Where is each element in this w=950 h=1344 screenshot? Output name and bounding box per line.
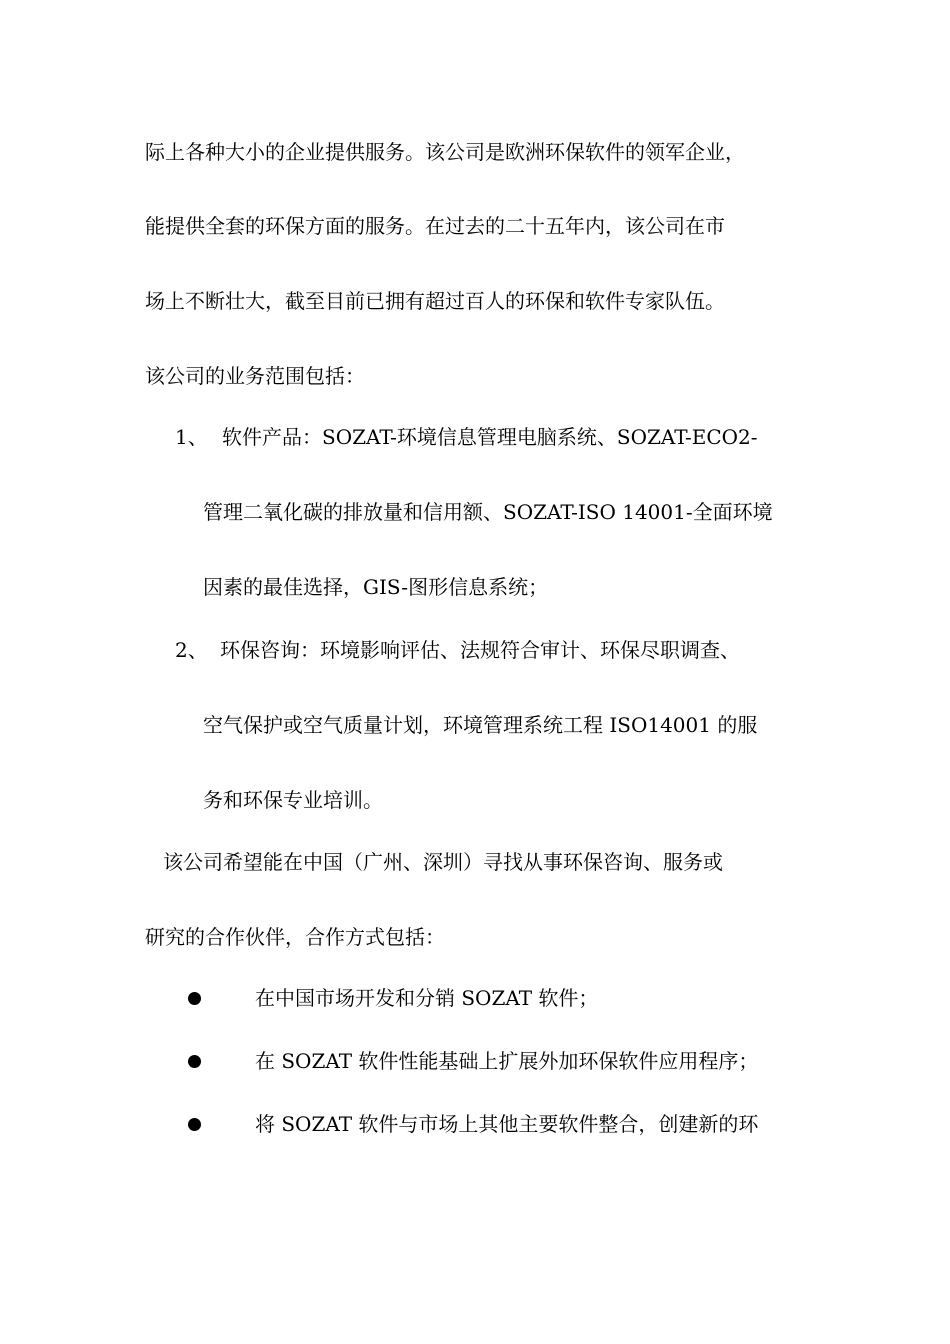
list-number: 2、	[175, 638, 208, 662]
bullet-item: 在中国市场开发和分销 SOZAT 软件；	[255, 986, 599, 1010]
bullet-item: 在 SOZAT 软件性能基础上扩展外加环保软件应用程序；	[255, 1049, 759, 1073]
list-item-line: 务和环保专业培训。	[203, 788, 383, 812]
list-item-line: 软件产品：SOZAT-环境信息管理电脑系统、SOZAT-ECO2-	[222, 425, 758, 449]
bullet-icon	[188, 1055, 201, 1068]
bullet-icon	[188, 1118, 201, 1131]
paragraph-line: 该公司希望能在中国（广州、深圳）寻找从事环保咨询、服务或	[163, 850, 723, 874]
list-item-line: 因素的最佳选择，GIS-图形信息系统；	[203, 575, 549, 599]
scope-intro: 该公司的业务范围包括：	[145, 364, 365, 388]
list-number: 1、	[175, 425, 208, 449]
list-item-line: 管理二氧化碳的排放量和信用额、SOZAT-ISO 14001-全面环境	[203, 500, 773, 524]
paragraph-line: 能提供全套的环保方面的服务。在过去的二十五年内，该公司在市	[145, 214, 725, 238]
paragraph-line: 际上各种大小的企业提供服务。该公司是欧洲环保软件的领军企业，	[145, 140, 745, 164]
bullet-icon	[188, 992, 201, 1005]
list-item-line: 环保咨询：环境影响评估、法规符合审计、环保尽职调查、	[220, 638, 740, 662]
bullet-item: 将 SOZAT 软件与市场上其他主要软件整合，创建新的环	[255, 1112, 759, 1136]
paragraph-line: 场上不断壮大，截至目前已拥有超过百人的环保和软件专家队伍。	[145, 289, 725, 313]
paragraph-line: 研究的合作伙伴，合作方式包括：	[145, 925, 445, 949]
list-item-line: 空气保护或空气质量计划，环境管理系统工程 ISO14001 的服	[203, 713, 758, 737]
